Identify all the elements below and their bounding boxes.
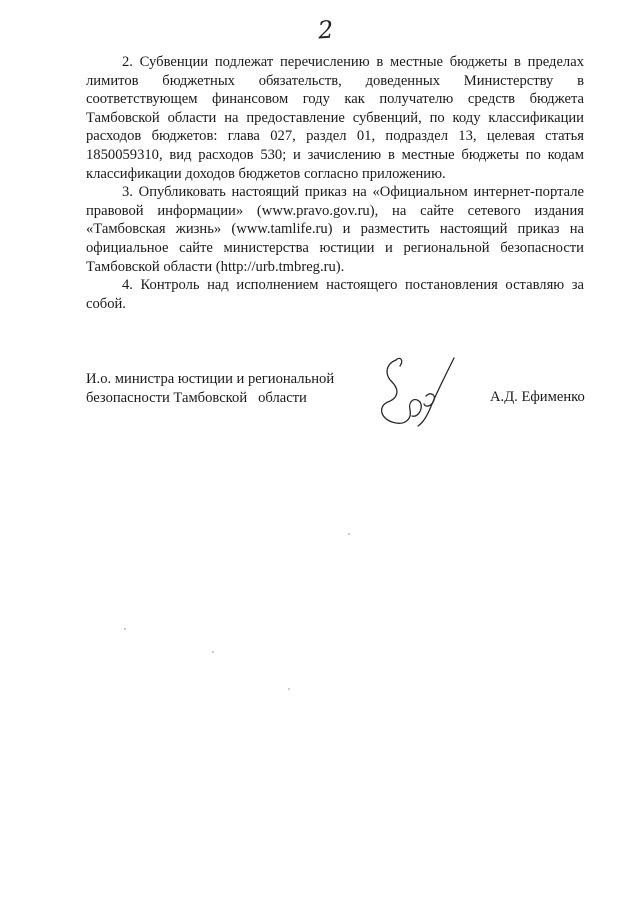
scan-speck: [124, 628, 126, 630]
paragraph-subventions: 2. Субвенции подлежат перечислению в местные бюджеты в пределах лимитов бюджетных обязательств, доведенных Министерству в соответствующем финансовом году как получателю средств бюджета Тамбовской области на предоставление субвенций, по коду классификации расходов бюджетов: глава 027, раздел 01, подраздел 13, целевая статья 1850059310, вид расходов 530; и зачислению в местные бюджеты по кодам классификации доходов бюджетов согласно приложению.: [86, 54, 584, 182]
signatory-position-line-1: И.о. министра юстиции и региональной: [86, 371, 335, 387]
signatory-name: А.Д. Ефименко: [490, 389, 585, 405]
signatory-position: [86, 370, 366, 408]
scan-speck: [212, 651, 214, 653]
handwritten-signature: [374, 352, 466, 432]
scan-speck: [348, 533, 350, 535]
scan-speck: [288, 688, 290, 690]
signatory-position-line-2: безопасности Тамбовской области: [86, 390, 307, 406]
paragraph-control: 4. Контроль над исполнением настоящего постановления оставляю за собой.: [86, 277, 584, 312]
page-number: 2: [317, 15, 335, 45]
document-body: [86, 53, 584, 313]
paragraph-publication: 3. Опубликовать настоящий приказ на «Официальном интернет-портале правовой информации» (www.pravo.gov.ru), на сайте сетевого издания «Тамбовская жизнь» (www.tamlife.ru) и разместить настоящий приказ на официальное сайте министерства юстиции и региональной безопасности Тамбовской области (http://urb.tmbreg.ru).: [86, 184, 584, 275]
